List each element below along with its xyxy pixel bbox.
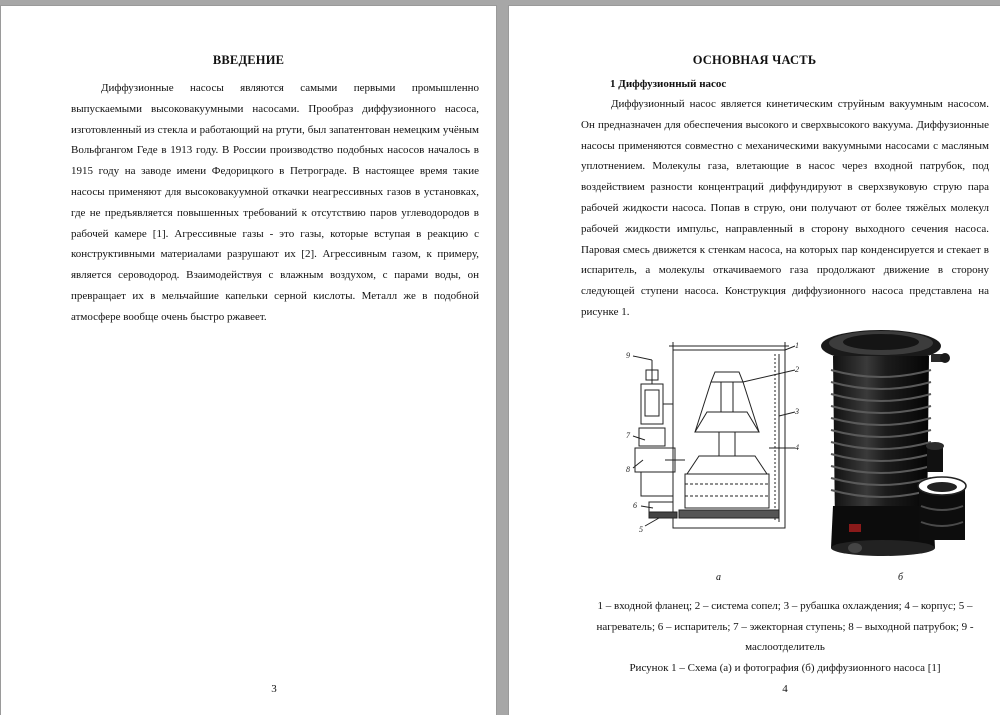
diagram-number-9: 9 <box>626 351 630 360</box>
photo-svg <box>815 326 981 562</box>
diagram-number-1: 1 <box>795 341 799 350</box>
main-paragraph: Диффузионный насос является кинетическим струйным вакуумным насосом. Он предназначен для обеспечения высокого и сверхвысокого вакуума. Диффузионные насосы применяются совместно с механическими вакуумными насосами с масляным уплотнением. Молекулы газа, влетающие в насос через входной патрубок, под воздействием разности концентраций диффундируют в сверхзвуковую струю пара рабочей жидкости насоса. Попав в струю, они получают от более тяжёлых молекул рабочей жидкости импульс, направленный в сторону выходного сечения насоса. Паровая смесь движется к стенкам насоса, на которых пар конденсируется и стекает в испаритель, а молекулы откачиваемого газа продолжают движение в сторону следующей ступени насоса. Конструкция диффузионного насоса представлена на рисунке 1. <box>581 98 989 318</box>
page-number: 3 <box>271 683 277 695</box>
intro-heading: ВВЕДЕНИЕ <box>212 53 285 67</box>
figure-label-b: б <box>898 572 904 583</box>
diagram-number-4: 4 <box>795 443 799 452</box>
figure-label-a: а <box>716 572 721 583</box>
left-page <box>1 6 496 715</box>
right-page <box>509 6 1000 715</box>
page-number: 4 <box>782 683 788 695</box>
diagram-number-8: 8 <box>626 465 630 474</box>
figure-caption: Рисунок 1 – Схема (а) и фотография (б) диффузионного насоса [1] <box>629 662 941 674</box>
schematic-svg <box>619 336 799 534</box>
diagram-number-5: 5 <box>639 525 643 534</box>
diagram-number-6: 6 <box>633 501 637 510</box>
pump-schematic-diagram <box>619 336 799 534</box>
main-heading: ОСНОВНАЯ ЧАСТЬ <box>692 53 817 67</box>
diagram-number-7: 7 <box>626 431 630 440</box>
pump-photograph <box>815 326 981 562</box>
diagram-number-2: 2 <box>795 365 799 374</box>
figure-legend: 1 – входной фланец; 2 – система сопел; 3 – рубашка охлаждения; 4 – корпус; 5 – нагреватель; 6 – испаритель; 7 – эжекторная ступень; 8 – выходной патрубок; 9 - маслоотделитель <box>596 600 974 653</box>
section-subheading: 1 Диффузионный насос <box>610 78 727 90</box>
intro-paragraph: Диффузионные насосы являются самыми первыми промышленно выпускаемыми высоковакуумными насосами. Прообраз диффузионного насоса, изготовленный из стекла и работающий на ртути, был запатентован немецким учёным Вольфгангом Геде в 1913 году. В России производство подобных насосов началось в 1915 году на заводе имени Федорицкого в Петрограде. В настоящее время такие насосы применяют для высоковакуумной откачки неагрессивных газов в установках, где не предъявляется повышенных требований к отсутствию паров углеводородов в рабочей камере [1]. Агрессивные газы - это газы, которые вступая в реакцию с конструктивными материалами разрушают их [2]. Агрессивным газом, к примеру, является сероводород. Взаимодействуя с влажным воздухом, с парами воды, он превращает их в мельчайшие капельки серной кислоты. Металл же в подобной атмосфере вообще очень быстро ржавеет. <box>71 82 479 323</box>
diagram-number-3: 3 <box>795 407 799 416</box>
